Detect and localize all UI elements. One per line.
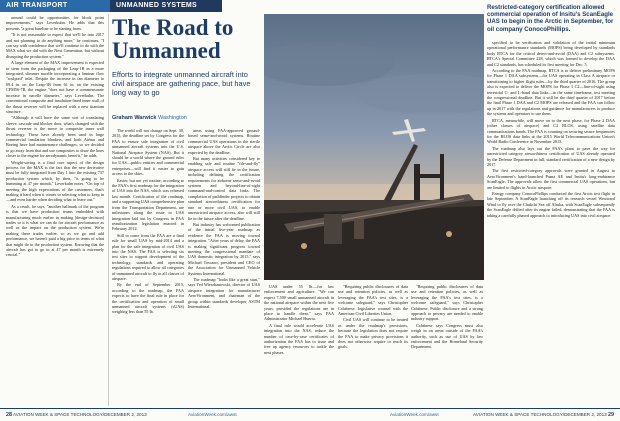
paragraph: "Although it will have the same sort of translating sleeve, cascade and blocker door, what's changed with the thrust reverser is the move to composite inner wall technology. These have already been used in large commercial insulation blankets, and both Airbus and Boeing have had maintenance challenges, so we decided to go away from that and use composites to draw the lines closer to the engine for aerodynamic benefit," he adds. — [6, 115, 104, 159]
paragraph: "It is not reasonable to expect that we'll be into 2017 and not planning to do anything more," he continues. "I can say with confidence that we'll continue to do with the MAX what we did with the Next Generation, but without disrupting the production system." — [6, 32, 104, 59]
author-name: Graham Warwick — [112, 115, 157, 121]
column-rule — [108, 14, 109, 406]
paragraph: Calabrese says Congress must also weigh in on areas outside of the FAA's authority, such as use of UAS by law enforcement and the Homeland Security Department. — [411, 322, 483, 350]
paragraph: The world will not change on Sept. 30, 2015, the deadline set by Congress for the FAA to ensure safe integration of civil unmanned aircraft systems into the U.S. National Airspace System (NAS). But it should be a world where the ground rules for UAS—public entities and commercial enterprises—will find it easier to gain access to the skies. — [112, 128, 184, 177]
paragraph: A final rule would accelerate UAS integration into the NAS, reduce the number of case-by-case certificates of authorization the FAA has to issue and free up agency resources to tackle the next phases. — [264, 322, 334, 355]
footer-right — [473, 409, 614, 421]
paragraph: Civil UAS will continue to be treated as under the roadmap's provisions, because the legislation does not require the FAA to make privacy provisions it does not otherwise require to reach its goals. — [338, 317, 408, 350]
footer-url-right[interactable]: AviationWeek.com/awst — [390, 412, 439, 417]
article-headline: The Road to Unmanned — [112, 15, 234, 63]
paragraph: RTCA, meanwhile, will move on to the next phase, for Phase 2 DAA (other classes of airspace) and C2 BLOS, using satellite data communications bands. The FAA is counting on securing secure frequencies for the BLOS data links at the 2015 World Telecommunications Union's World Radio Conference in November 2015. — [487, 117, 615, 145]
paragraph: "Requiring public disclosures of data use and retention policies, as well as leveraging the FAA's test sites, is a welcome safeguard," says Christopher Calabrese. Public disclosure and a strong approach to privacy are needed to enable industry support. — [411, 284, 483, 322]
paragraph: The roadmap "looks like a great start," says Ted Wierzbanowski, director of UAS airspace integration for manufacturer AeroVironment, and chairman of the group within standards developer ASTM International. — [188, 276, 260, 309]
section-label-air-transport: AIR TRANSPORT — [0, 0, 116, 12]
article-column-3 — [188, 128, 260, 403]
page-footer — [0, 408, 620, 421]
paragraph: But many activities considered key to enabling safe and routine "file-and-fly" airspace access will still lie in the future, including defining the certification requirements for airborne sense-and-avoid systems and beyond-line-of-sight command-and-control data links. The completion of pathfinder projects to obtain standard airworthiness certification for one or more civil UAS, to enable unrestricted airspace access, also will still lie in the future after the deadline. — [188, 156, 260, 221]
paragraph: The first restricted-category approvals were granted in August to AeroVironment's hand-launched Puma AE and Insitu's long-endurance ScanEagle. The approvals allow the first commercial UAS operations, but are limited to flights in Arctic airspace. — [487, 168, 615, 190]
paragraph: areas using FAA-approved ground-based sense-and-avoid systems. Routine commercial UAS operations in the sterile airspace above the Arctic Circle are also expected by the deadline. — [188, 128, 260, 155]
section-label-unmanned-systems: UNMANNED SYSTEMS — [110, 0, 222, 12]
folio-left: AVIATION WEEK & SPACE TECHNOLOGY/DECEMBER 2, 2013 — [13, 412, 147, 417]
article-column-4 — [264, 284, 334, 404]
paragraph: around could be opportunities for block point improvements," says Leverkuhn. He adds that this presents "a great baseline to be starting from. — [6, 15, 104, 31]
paragraph: But industry has welcomed publication of the initial five-year roadmap as evidence the FAA is moving toward integration. "After years of delay, the FAA is making significant progress toward meeting the congressional mandate of UAS domestic integration by 2015," says Michael Toscano, president and CEO of the Association for Unmanned Vehicle Systems International. — [188, 221, 260, 276]
article-column-7 — [487, 40, 615, 405]
paragraph: Energy company ConocoPhillips conducted the first Arctic test flight in late September. A ScanEagle launching off its research vessel Westward Wind to fly over the Chukchi Sea off Alaska, with ScanEagle subsequently the ScanEagle drifted after its engine failed, demonstrating that the FAA is taking a carefully phased approach to introducing UAS into civil airspace. — [487, 190, 615, 218]
paragraph: Easier, but not yet routine, according to the FAA's first roadmap for the integration of UAS into the NAS, which was released last month. Certification of the roadmap, and a supporting UAS comprehensive plan from the Transportation Department, are milestones along the route to UAS integration laid out by Congress in FAA reauthorization legislation enacted in February 2012. — [112, 177, 184, 232]
footer-left — [6, 409, 147, 421]
dateline-city: Washington — [157, 115, 187, 121]
byline — [112, 115, 262, 121]
article-column-5 — [338, 284, 408, 404]
paragraph: As a result, he says, "another hallmark of the program is that we have production teams embedded with manufacturing much earlier in making [design-decision] trades so it is what we can do for aircraft performance as well as the impact on the production system. We're making these trades earlier, so as we go and add performance, we haven't paid a big price in terms of what that might do to the production system. Knowing that the aircraft has got to go in at 47 per month is extremely crucial." — [6, 203, 104, 258]
paragraph: Still to come from the FAA are a final rule for small UAS by mid-2014 and a plan for the safe integration of civil UAS into the NAS. The FAA is selecting six test sites to support development of the technology, standards and operating regulations required to allow all categories of unmanned aircraft to fly in all classes of airspace. — [112, 232, 184, 281]
article-column-6 — [411, 284, 483, 404]
article-column-2 — [112, 128, 184, 403]
paragraph: The roadmap also lays out the FAA's plans to pave the way for unrestricted category airworthiness certification of UAS already operated by the Defense Department in full, standard certification of a new design by 2017. — [487, 145, 615, 167]
paragraph: According to the FAA roadmap, RTCA is to deliver preliminary MOPS for Phase 1 DAA subsystems—for UAS operating in Class A airspace or transitioning to higher flight rules—by the third quarter of 2016. The group also is expected to deliver the MOPS for Phase 1 C2—line-of-sight using terrestrial C- and L-band data links—in the same timeframe, test meeting the congressional deadline. But it will be the third quarter of 2017 before the final Phase 1 DAA and C2 MOPS are released and the FAA can follow up in 2017 with the regulations and guidance for manufacturers to produce the systems and operators to use them. — [487, 68, 615, 117]
paragraph: UAS under 55 lb.—for law enforcement and agriculture. "We can expect 7,500 small unmanned aircraft in the national airspace within the next five years, provided the regulations are in place to handle them," says FAA Administrator Michael Huerta. — [264, 284, 334, 322]
folio-right: AVIATION WEEK & SPACE TECHNOLOGY/DECEMBER 2, 2013 — [473, 412, 607, 417]
article-deck: Efforts to integrate unmanned aircraft into civil airspace are gathering pace, but have long way to go — [112, 70, 251, 97]
paragraph: Weight-saving is a final core aspect of the design process for the MAX is the fact that the new derivative must be fully integrated from Day 1 into the existing 737 production system which, by then, "is going to be humming at 47 per month," Leverkuhn notes. "On top of meeting the high expectations of the customers, that's making it hard when it comes to selecting what to keep in—and even harder when deciding what to leave out." — [6, 159, 104, 203]
article-column-1 — [6, 15, 104, 405]
page-number-right: 29 — [608, 412, 614, 418]
paragraph: specified to be verification and validation of the initial minimum operational performance standards (MOPS) being developed by standards body RTCA for the critical detect-and-avoid (DAA) and C2 subsystems. RTCA's Special Committee 228, which was formed to develop the DAA and C2 standards, has scheduled its first meeting for Dec. 5. — [487, 40, 615, 67]
scaneagle-launch-photo — [264, 14, 484, 280]
photo-caption: Restricted-category certification allowed commercial operation of Insitu's ScanEagle UAS to begin in the Arctic in September, for oil company ConocoPhillips. — [487, 4, 614, 33]
paragraph: A large element of the MAX improvement is expected to stem from the packaging of the Leap-1B in a more integrated, slimmer nacelle incorporating a laminar flow "sculpted" inlet. Despite the increase in fan diameter to 69.4 in. on the Leap-1B from 61 in. on the existing CFM56-7B, the engine "does not have a commensurate increase in nacelle diameter," says Leverkuhn. The conventional composite and insulation-lined inner wall of the thrust reverser will be replaced with a new titanium structure. — [6, 60, 104, 114]
paragraph: "Requiring public disclosures of data use and retention policies, as well as leveraging the FAA's test sites, is a welcome safeguard," says Christopher Calabrese, legislative counsel with the American Civil Liberties Union. — [338, 284, 408, 317]
paragraph: By the end of September 2015, according to the roadmap, the FAA expects to have the final rule in place for the certification and operation of small unmanned aircraft systems (sUAS) weighing less than 55 lb. — [112, 282, 184, 315]
footer-url-left[interactable]: AviationWeek.com/awst — [188, 412, 237, 417]
page-number-left: 28 — [6, 412, 12, 418]
